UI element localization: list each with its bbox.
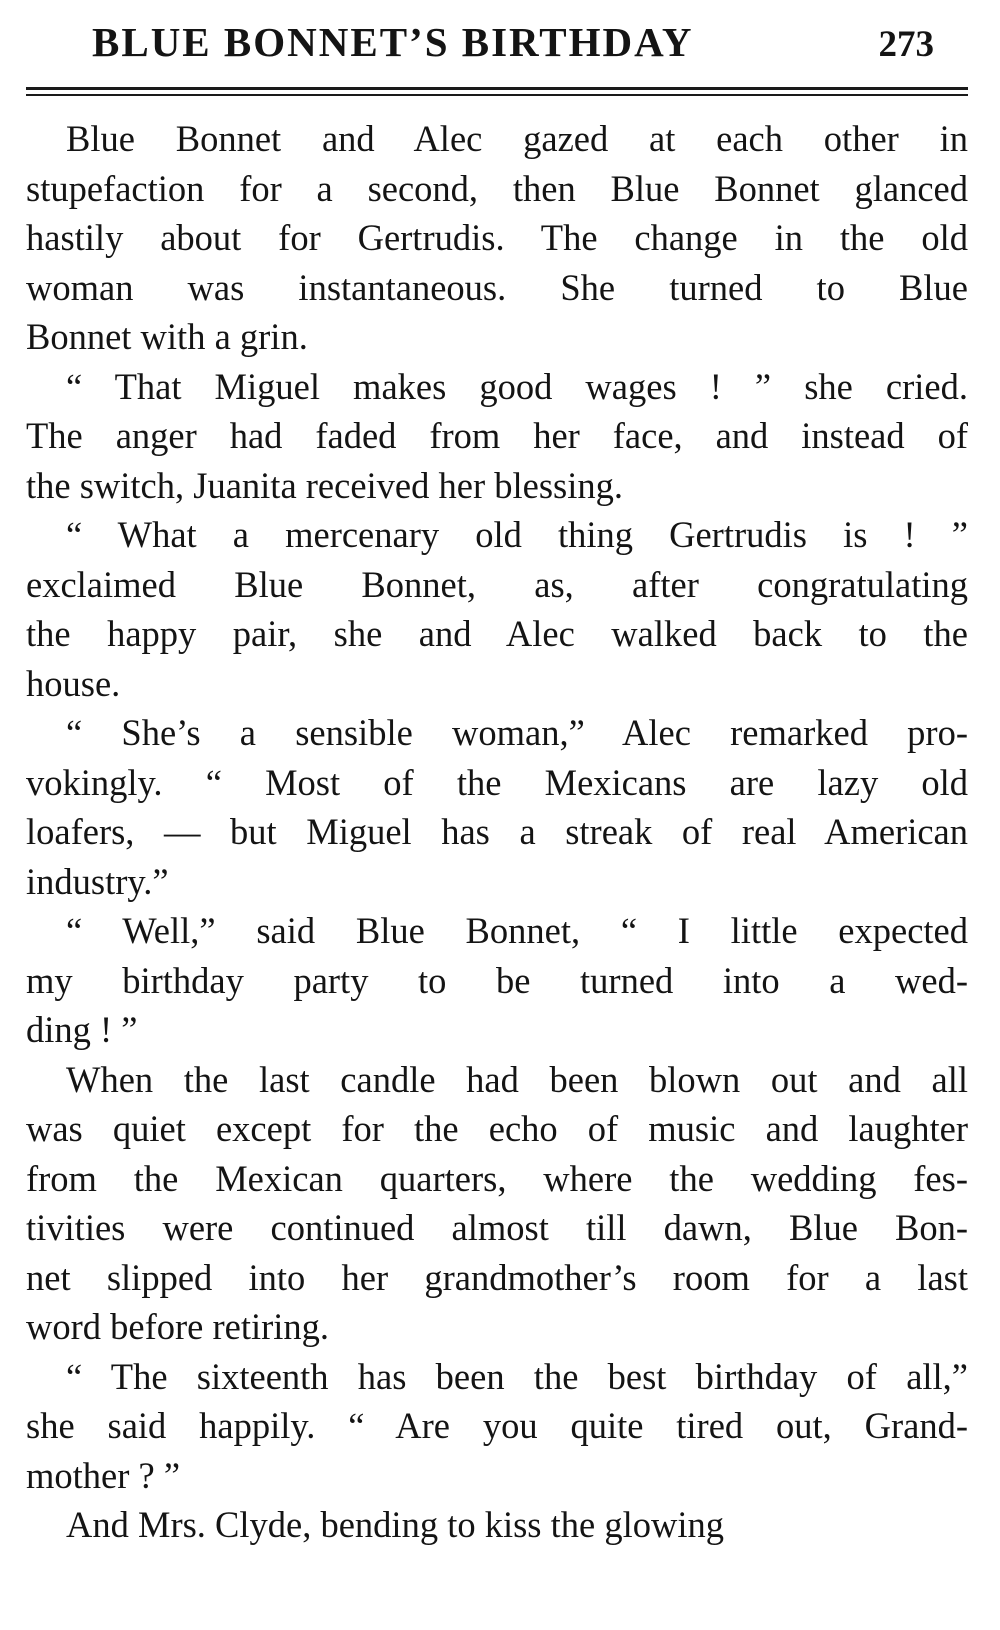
running-header <box>26 18 968 69</box>
paragraph <box>26 510 968 708</box>
text-line: Blue Bonnet and Alec gazed at each other in <box>66 118 968 159</box>
text-line: “ The sixteenth has been the best birthday of all,” <box>66 1355 968 1397</box>
text-line: woman was instantaneous. She turned to Blue <box>26 266 968 308</box>
text-line: vokingly. “ Most of the Mexicans are lazy old <box>26 761 968 803</box>
text-line: mother ? ” <box>26 1454 181 1496</box>
paragraph <box>26 708 968 906</box>
text-line: “ She’s a sensible woman,” Alec remarked pro- <box>66 712 968 753</box>
chapter-title: BLUE BONNET’S BIRTHDAY <box>92 19 694 65</box>
page-number: 273 <box>878 24 934 65</box>
text-line: stupefaction for a second, then Blue Bonnet glanced <box>26 167 968 209</box>
text-line: from the Mexican quarters, where the wedding fes- <box>26 1157 968 1199</box>
paragraph <box>26 114 968 362</box>
text-line: net slipped into her grandmother’s room for a last <box>26 1256 968 1298</box>
text-line: The anger had faded from her face, and instead of <box>26 415 968 456</box>
text-line: When the last candle had been blown out and all <box>66 1058 968 1100</box>
paragraph <box>26 1055 968 1352</box>
text-line: “ What a mercenary old thing Gertrudis is ! ” <box>66 514 968 555</box>
text-line: my birthday party to be turned into a wed- <box>26 959 968 1001</box>
text-line: the switch, Juanita received her blessing. <box>26 464 623 506</box>
text-line: was quiet except for the echo of music and laughter <box>26 1108 968 1149</box>
text-line: “ That Miguel makes good wages ! ” she cried. <box>66 365 968 407</box>
text-line: “ Well,” said Blue Bonnet, “ I little expected <box>66 910 968 951</box>
body-text <box>26 114 968 1550</box>
text-line: And Mrs. Clyde, bending to kiss the glowing <box>66 1504 724 1545</box>
header-rule <box>26 87 968 96</box>
text-line: loafers, — but Miguel has a streak of real American <box>26 811 968 852</box>
paragraph <box>26 1352 968 1501</box>
text-line: industry.” <box>26 860 169 902</box>
text-line: the happy pair, she and Alec walked back to the <box>26 613 968 654</box>
text-line: hastily about for Gertrudis. The change in the old <box>26 217 968 258</box>
text-line: house. <box>26 662 121 704</box>
text-line: word before retiring. <box>26 1306 330 1347</box>
text-line: Bonnet with a grin. <box>26 316 308 357</box>
text-line: tivities were continued almost till dawn, Blue Bon- <box>26 1207 968 1248</box>
paragraph <box>26 906 968 1055</box>
paragraph <box>26 362 968 511</box>
text-line: she said happily. “ Are you quite tired out, Grand- <box>26 1405 968 1446</box>
paragraph <box>26 1500 968 1550</box>
text-line: ding ! ” <box>26 1009 138 1050</box>
book-page <box>26 18 968 1550</box>
text-line: exclaimed Blue Bonnet, as, after congratulating <box>26 563 968 605</box>
